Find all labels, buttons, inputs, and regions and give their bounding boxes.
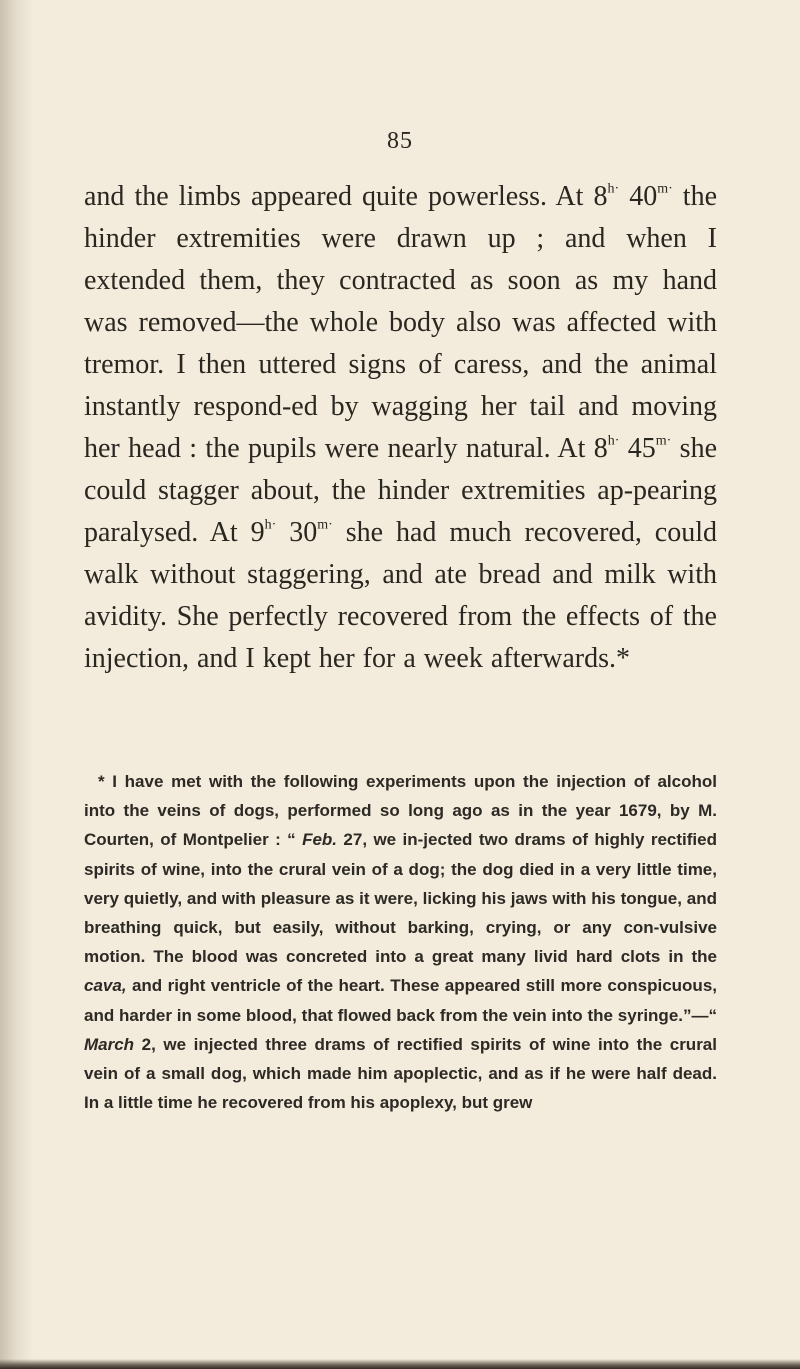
footnote-segment: 27, we in-jected two drams of highly rectified spirits of wine, into the crural vein of a dog; the dog died in a very little time, very quietly, and with pleasure as it were, licking his jaws with his tongue, and breathing quick, but easily, without barking, crying, or any con-vulsive motion. The blood was concreted into a great many livid hard clots in the: [84, 830, 717, 967]
page-bottom-edge: [0, 1359, 800, 1369]
time-superscript-hours: h·: [264, 517, 277, 533]
time-superscript-minutes: m·: [317, 517, 333, 533]
text-segment: 40: [619, 181, 658, 212]
footnote: [84, 767, 717, 1117]
footnote-text: [84, 767, 717, 1117]
text-segment: she could stagger about, the hinder extremities ap-pearing paralysed. At 9: [84, 433, 718, 548]
main-paragraph-text: [84, 176, 717, 680]
footnote-segment: 2, we injected three drams of rectified spirits of wine into the crural vein of a small dog, which made him apoplectic, and as if he were half dead. In a little time he recovered from his apoplexy, but grew: [84, 1034, 717, 1113]
time-superscript-minutes: m·: [655, 433, 672, 449]
text-segment: and the limbs appeared quite powerless. At 8: [84, 181, 608, 212]
footnote-date-italic: Feb.: [302, 830, 338, 850]
text-segment: the hinder extremities were drawn up ; and when I extended them, they contracted as soon as my hand was removed—the whole body also was affected with tremor. I then uttered signs of caress, and the animal instantly respond-ed by wagging her tail and moving her head : the pupils were nearly natural. At 8: [84, 181, 717, 464]
footnote-date-italic: March: [84, 1034, 135, 1054]
time-superscript-hours: h·: [607, 433, 620, 449]
time-superscript-hours: h·: [607, 181, 620, 197]
page-gutter-shadow: [0, 0, 34, 1369]
text-segment: she had much recovered, could walk without staggering, and ate bread and milk with avidity. She perfectly recovered from the effects of the injection, and I kept her for a week afterwards.*: [84, 517, 717, 674]
main-paragraph: [84, 176, 717, 680]
time-superscript-minutes: m·: [657, 181, 673, 197]
text-segment: 30: [276, 517, 318, 548]
footnote-segment: * I have met with the following experiments upon the injection of alcohol into the veins of dogs, performed so long ago as in the year 1679, by M. Courten, of Montpelier : “: [84, 772, 717, 850]
page-number: 85: [387, 128, 413, 154]
footnote-term-italic: cava,: [84, 976, 127, 996]
footnote-segment: and right ventricle of the heart. These appeared still more conspicuous, and harder in some blood, that flowed back from the vein into the syringe.”—“: [84, 976, 717, 1025]
text-segment: 45: [619, 433, 656, 464]
